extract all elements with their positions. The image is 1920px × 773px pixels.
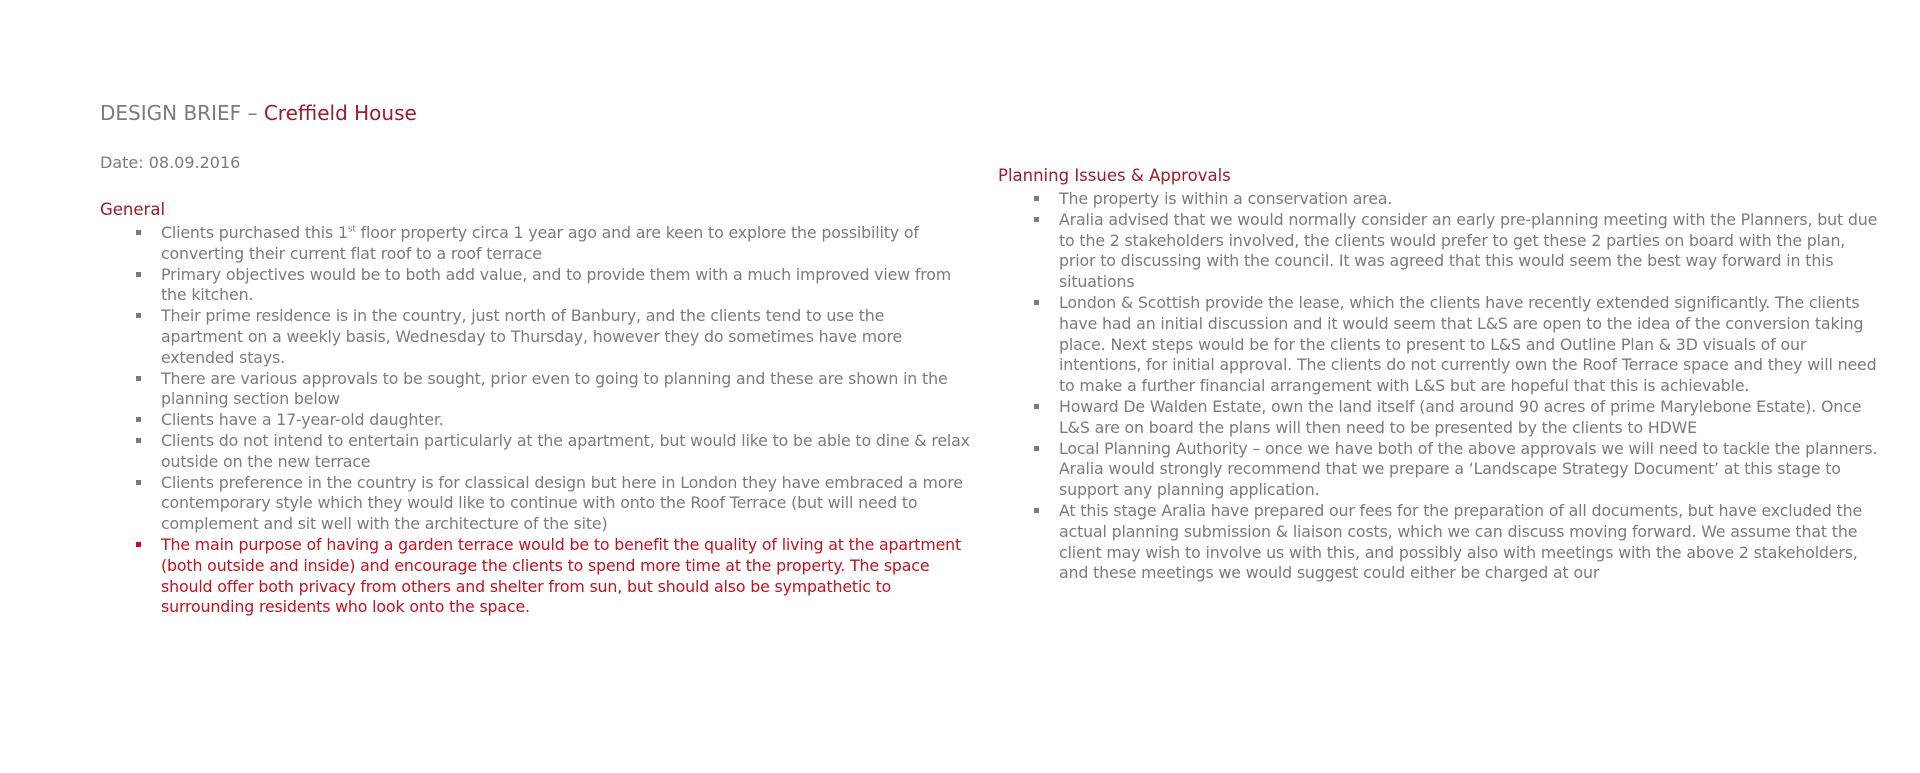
list-item: At this stage Aralia have prepared our fees for the preparation of all documents, but have excluded the actual planning submission & liaison costs, which we can discuss moving forward. We assume that the client may wish to involve us with this, and possibly also with meetings with the above 2 stakeholders, and these meetings we would suggest could either be charged at our bbox=[998, 501, 1878, 584]
square-bullet-icon bbox=[1034, 446, 1039, 451]
list-item: Clients have a 17-year-old daughter. bbox=[100, 410, 970, 431]
square-bullet-icon bbox=[136, 230, 141, 235]
square-bullet-icon bbox=[136, 542, 141, 547]
list-item: Their prime residence is in the country, just north of Banbury, and the clients tend to use the apartment on a weekly basis, Wednesday to Thursday, however they do sometimes have more extended stays. bbox=[100, 306, 970, 368]
square-bullet-icon bbox=[136, 313, 141, 318]
title-project-name: Creffield House bbox=[263, 101, 417, 125]
square-bullet-icon bbox=[1034, 300, 1039, 305]
list-item: Clients preference in the country is for classical design but here in London they have embraced a more contemporary style which they would like to continue with onto the Roof Terrace (but will need to complement and sit well with the architecture of the site) bbox=[100, 473, 970, 535]
square-bullet-icon bbox=[1034, 404, 1039, 409]
general-bullet-list bbox=[100, 223, 970, 618]
square-bullet-icon bbox=[1034, 508, 1039, 513]
list-item: Primary objectives would be to both add value, and to provide them with a much improved view from the kitchen. bbox=[100, 265, 970, 307]
list-item-highlighted: The main purpose of having a garden terrace would be to benefit the quality of living at the apartment (both outside and inside) and encourage the clients to spend more time at the property. The space should offer both privacy from others and shelter from sun, but should also be sympathetic to surrounding residents who look onto the space. bbox=[100, 535, 970, 618]
title-prefix: DESIGN BRIEF – bbox=[100, 101, 264, 125]
list-item: The property is within a conservation area. bbox=[998, 189, 1878, 210]
square-bullet-icon bbox=[136, 376, 141, 381]
section-heading-planning: Planning Issues & Approvals bbox=[998, 166, 1231, 185]
document-title bbox=[100, 100, 417, 126]
square-bullet-icon bbox=[1034, 196, 1039, 201]
square-bullet-icon bbox=[136, 480, 141, 485]
list-item: Aralia advised that we would normally consider an early pre-planning meeting with the Planners, but due to the 2 stakeholders involved, the clients would prefer to get these 2 parties on board with the plan, prior to discussing with the council. It was agreed that this would seem the best way forward in this situations bbox=[998, 210, 1878, 293]
square-bullet-icon bbox=[136, 438, 141, 443]
square-bullet-icon bbox=[1034, 217, 1039, 222]
planning-bullet-list bbox=[998, 189, 1878, 584]
list-item: London & Scottish provide the lease, which the clients have recently extended significantly. The clients have had an initial discussion and it would seem that L&S are open to the idea of the conversion taking place. Next steps would be for the clients to present to L&S and Outline Plan & 3D visuals of our intentions, for initial approval. The clients do not currently own the Roof Terrace space and they will need to make a further financial arrangement with L&S but are hopeful that this is achievable. bbox=[998, 293, 1878, 397]
list-item: Clients do not intend to entertain particularly at the apartment, but would like to be able to dine & relax outside on the new terrace bbox=[100, 431, 970, 473]
document-date: Date: 08.09.2016 bbox=[100, 153, 241, 172]
list-item: Clients purchased this 1st floor property circa 1 year ago and are keen to explore the possibility of converting their current flat roof to a roof terrace bbox=[100, 223, 970, 265]
section-heading-general: General bbox=[100, 200, 166, 219]
square-bullet-icon bbox=[136, 417, 141, 422]
list-item: There are various approvals to be sought, prior even to going to planning and these are shown in the planning section below bbox=[100, 369, 970, 411]
list-item: Local Planning Authority – once we have both of the above approvals we will need to tackle the planners. Aralia would strongly recommend that we prepare a ‘Landscape Strategy Document’ at this stage to support any planning application. bbox=[998, 439, 1878, 501]
list-item: Howard De Walden Estate, own the land itself (and around 90 acres of prime Marylebone Estate). Once L&S are on board the plans will then need to be presented by the clients to HDWE bbox=[998, 397, 1878, 439]
square-bullet-icon bbox=[136, 272, 141, 277]
